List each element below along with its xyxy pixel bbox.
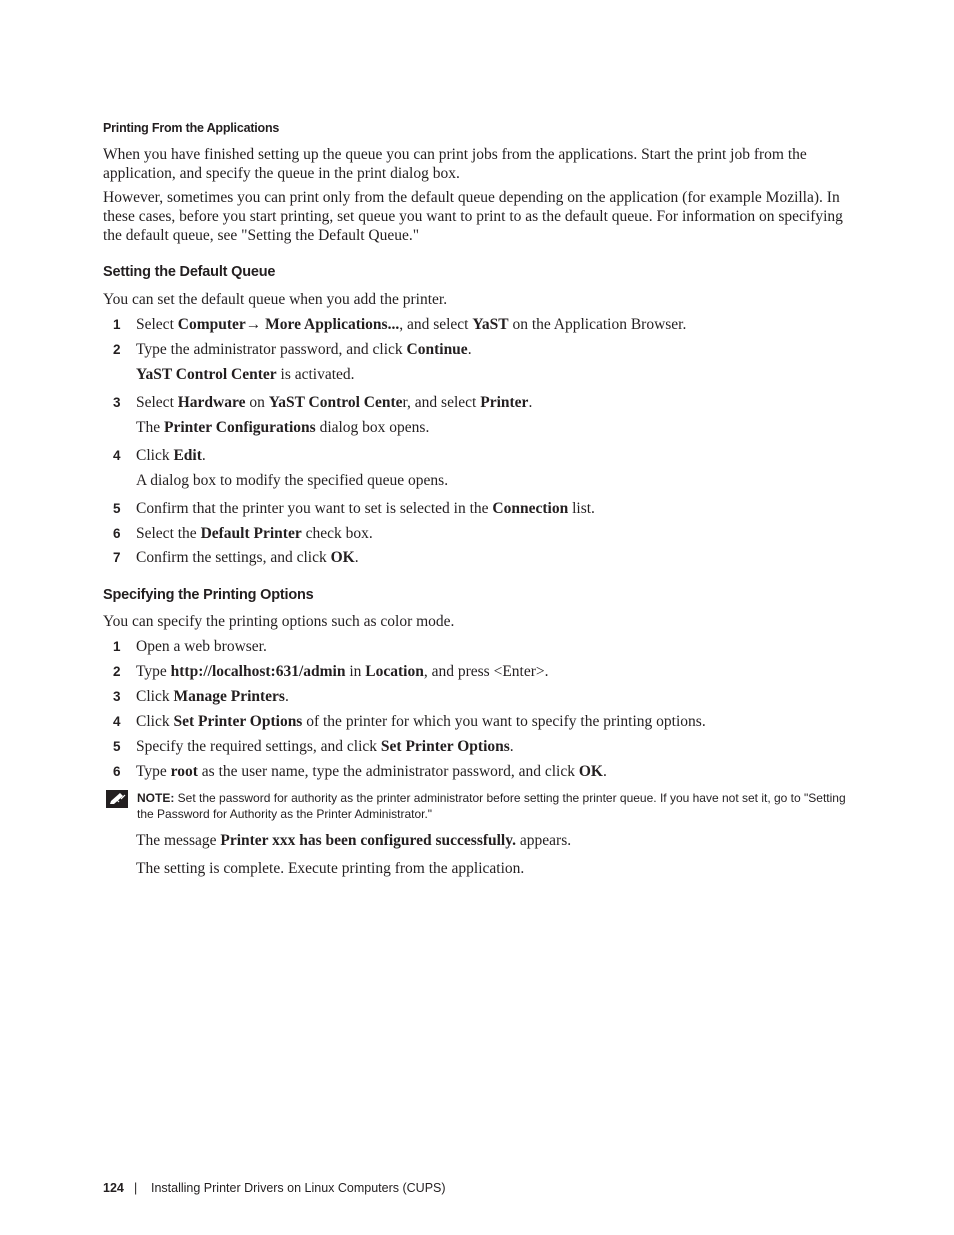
section-heading-specifying-printing-options: Specifying the Printing Options <box>103 587 314 603</box>
step-text: Click Edit. <box>136 447 206 464</box>
paragraph: You can specify the printing options such as color mode. <box>103 613 455 630</box>
note-text: NOTE: Set the password for authority as the printer administrator before setting the printer queue. If you have not set it, go to "Setting the Password for Authority as the Printer Administrator." <box>137 791 846 821</box>
section-heading-setting-default-queue: Setting the Default Queue <box>103 264 276 280</box>
step-result: The message Printer xxx has been configured successfully. appears. <box>136 832 572 849</box>
step-result: The Printer Configurations dialog box opens. <box>136 419 430 436</box>
step-text: Type http://localhost:631/admin in Location, and press <Enter>. <box>136 663 549 680</box>
step-number: 4 <box>113 714 121 729</box>
step-result: A dialog box to modify the specified queue opens. <box>136 472 449 489</box>
step-number: 4 <box>113 448 121 463</box>
step-number: 5 <box>113 739 121 754</box>
footer-separator: | <box>134 1181 138 1195</box>
step-text: Type the administrator password, and click Continue. <box>136 341 472 358</box>
step-text: Select Computer→ More Applications..., and select YaST on the Application Browser. <box>136 316 687 333</box>
step-text: Click Set Printer Options of the printer for which you want to specify the printing options. <box>136 713 706 730</box>
step-result: YaST Control Center is activated. <box>136 366 355 383</box>
step-text: Click Manage Printers. <box>136 688 289 705</box>
step-text: Select the Default Printer check box. <box>136 525 373 542</box>
section-heading-printing-from-applications: Printing From the Applications <box>103 121 280 135</box>
step-text: Confirm the settings, and click OK. <box>136 549 359 566</box>
step-text: Type root as the user name, type the administrator password, and click OK. <box>136 763 607 780</box>
step-number: 5 <box>113 501 121 516</box>
step-text: Open a web browser. <box>136 638 267 655</box>
step-text: Select Hardware on YaST Control Center, and select Printer. <box>136 394 533 411</box>
step-number: 6 <box>113 764 121 779</box>
step-number: 2 <box>113 342 121 357</box>
paragraph: However, sometimes you can print only from the default queue depending on the application (for example Mozilla). In these cases, before you start printing, set queue you want to print to as the default queue. For information on specifying the default queue, see "Setting the Default Queue." <box>103 189 843 244</box>
step-number: 6 <box>113 526 121 541</box>
step-number: 7 <box>113 550 121 565</box>
step-number: 1 <box>113 317 121 332</box>
page-number: 124 <box>103 1181 124 1195</box>
step-text: Specify the required settings, and click Set Printer Options. <box>136 738 514 755</box>
step-result: The setting is complete. Execute printing from the application. <box>136 860 525 877</box>
step-number: 3 <box>113 395 121 410</box>
footer-title: Installing Printer Drivers on Linux Computers (CUPS) <box>151 1181 446 1195</box>
paragraph: When you have finished setting up the queue you can print jobs from the applications. Start the print job from the application, and specify the queue in the print dialog box. <box>103 146 807 182</box>
step-number: 3 <box>113 689 121 704</box>
step-number: 1 <box>113 639 121 654</box>
step-number: 2 <box>113 664 121 679</box>
step-text: Confirm that the printer you want to set is selected in the Connection list. <box>136 500 595 517</box>
paragraph: You can set the default queue when you add the printer. <box>103 291 448 308</box>
note-pencil-icon <box>106 790 128 808</box>
